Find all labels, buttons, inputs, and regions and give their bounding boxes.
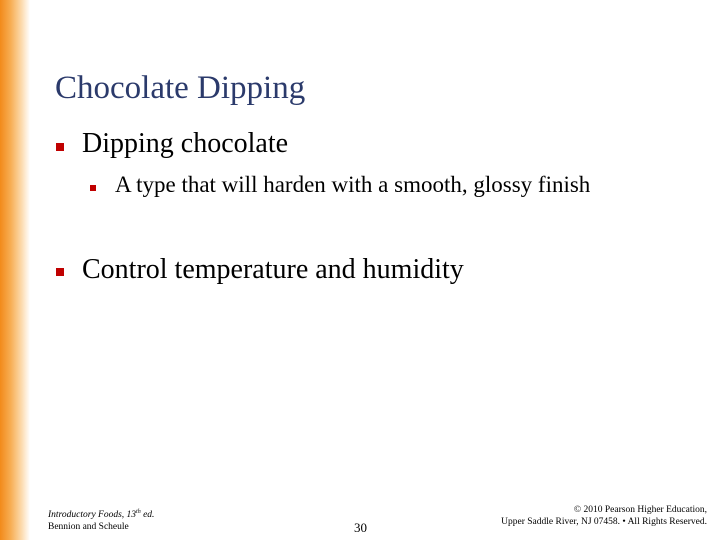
- bullet-text-temperature-humidity: Control temperature and humidity: [82, 254, 464, 285]
- footer-book-title: Introductory Foods, 13th ed.: [48, 509, 155, 521]
- sub-bullet-marker: [90, 185, 96, 191]
- copyright-line-2: Upper Saddle River, NJ 07458. • All Rights Reserved.: [501, 517, 707, 527]
- bullet-marker: [56, 268, 64, 276]
- footer-book-info: [48, 506, 154, 533]
- slide-title: Chocolate Dipping: [55, 70, 306, 106]
- left-accent-band: [0, 0, 30, 540]
- footer-authors: Bennion and Scheule: [48, 522, 129, 533]
- bullet-text-dipping-chocolate: Dipping chocolate: [82, 128, 289, 159]
- bullet-marker: [56, 143, 64, 151]
- footer-copyright: [501, 504, 707, 528]
- copyright-line-1: © 2010 Pearson Higher Education,: [573, 505, 707, 515]
- page-number: 30: [354, 520, 367, 535]
- sub-bullet-text-glossy-finish: A type that will harden with a smooth, glossy finish: [115, 172, 591, 197]
